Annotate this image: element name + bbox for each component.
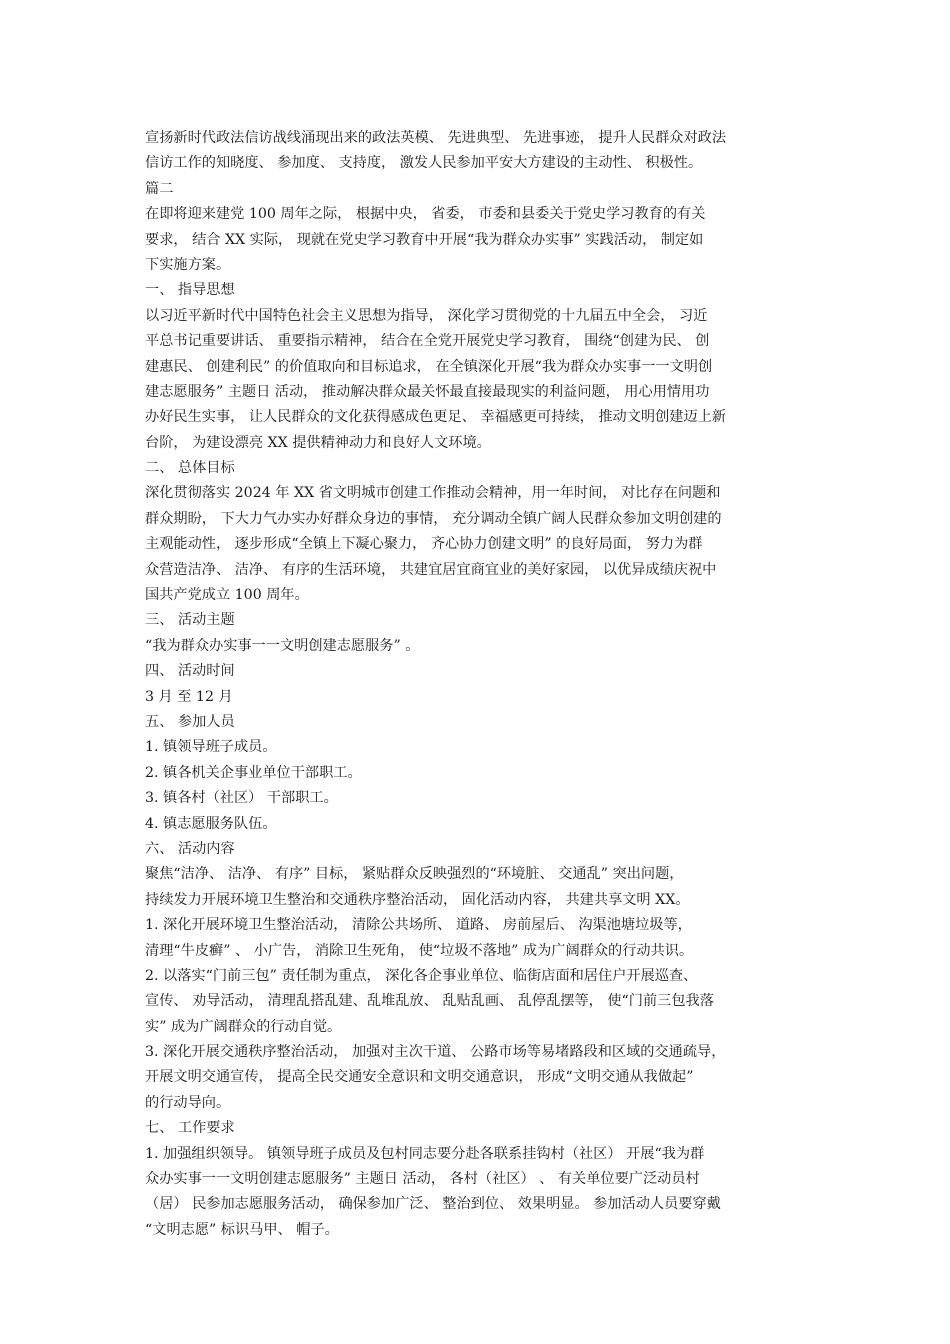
text-line: 篇二 <box>145 180 174 197</box>
text-line: 建惠民、 创建利民” 的价值取向和目标追求， 在全镇深化开展“我为群众办实事一一文明创 <box>145 358 713 375</box>
text-line: 三、 活动主题 <box>145 612 235 629</box>
text-line: “我为群众办实事一一文明创建志愿服务” 。 <box>145 637 420 654</box>
text-line: 一、 指导思想 <box>145 282 235 299</box>
text-line: 群众期盼， 下大力气办实办好群众身边的事情， 充分调动全镇广阔人民群众参加文明创建的 <box>145 510 722 527</box>
text-line: “文明志愿” 标识马甲、 帽子。 <box>145 1221 339 1238</box>
text-line: 建志愿服务” 主题日 活动， 推动解决群众最关怀最直接最现实的利益问题， 用心用情用功 <box>145 383 710 400</box>
text-line: 4. 镇志愿服务队伍。 <box>145 815 277 832</box>
document-body <box>145 126 815 1243</box>
text-line: 国共产党成立 100 周年。 <box>145 587 309 604</box>
text-line: 要求， 结合 XX 实际， 现就在党史学习教育中开展“我为群众办实事” 实践活动， 制定如 <box>145 231 704 248</box>
text-line: 持续发力开展环境卫生整治和交通秩序整治活动， 固化活动内容， 共建共享文明 XX。 <box>145 891 690 908</box>
text-line: 开展文明交通宣传， 提高全民交通安全意识和文明交通意识， 形成“文明交通从我做起” <box>145 1069 694 1086</box>
text-line: 众营造洁净、 洁净、 有序的生活环境， 共建宜居宜商宜业的美好家园， 以优异成绩庆祝中 <box>145 561 717 578</box>
text-line: 六、 活动内容 <box>145 840 235 857</box>
text-line: 平总书记重要讲话、 重要指示精神， 结合在全党开展党史学习教育， 围绕“创建为民、 创 <box>145 333 710 350</box>
text-line: 四、 活动时间 <box>145 663 235 680</box>
text-line: 五、 参加人员 <box>145 713 235 730</box>
text-line: 3 月 至 12 月 <box>145 688 233 705</box>
text-line: 七、 工作要求 <box>145 1120 235 1137</box>
text-line: 的行动导向。 <box>145 1094 231 1111</box>
text-line: 1. 加强组织领导。 镇领导班子成员及包村同志要分赴各联系挂钩村（社区） 开展“我为群 <box>145 1145 705 1162</box>
text-line: 办好民生实事， 让人民群众的文化获得感成色更足、 幸福感更可持续， 推动文明创建迈上新 <box>145 409 727 426</box>
text-line: 以习近平新时代中国特色社会主义思想为指导， 深化学习贯彻党的十九届五中全会， 习近 <box>145 307 708 324</box>
text-line: 1. 镇领导班子成员。 <box>145 739 277 756</box>
text-line: 2. 以落实“门前三包” 责任制为重点， 深化各企事业单位、临街店面和居住户开展巡查、 <box>145 967 698 984</box>
text-line: 聚焦“洁净、 洁净、 有序” 目标， 紧贴群众反映强烈的“环境脏、 交通乱” 突出问题， <box>145 866 684 883</box>
text-line: 在即将迎来建党 100 周年之际， 根据中央， 省委， 市委和县委关于党史学习教育的有关 <box>145 206 706 223</box>
text-line: 二、 总体目标 <box>145 460 235 477</box>
text-line: 1. 深化开展环境卫生整治活动， 清除公共场所、 道路、 房前屋后、 沟渠池塘垃圾等， <box>145 917 692 934</box>
text-line: 深化贯彻落实 2024 年 XX 省文明城市创建工作推动会精神，用一年时间， 对比存在问题和 <box>145 485 721 502</box>
text-line: 主观能动性， 逐步形成“全镇上下凝心聚力， 齐心协力创建文明” 的良好局面， 努力为群 <box>145 536 703 553</box>
text-line: 下实施方案。 <box>145 256 231 273</box>
text-line: 宣扬新时代政法信访战线涌现出来的政法英模、 先进典型、 先进事迹， 提升人民群众对政法 <box>145 130 727 146</box>
text-line: 台阶， 为建设漂亮 XX 提供精神动力和良好人文环境。 <box>145 434 491 451</box>
text-line: 宣传、 劝导活动， 清理乱搭乱建、乱堆乱放、 乱贴乱画、 乱停乱摆等， 使“门前三包我落 <box>145 993 714 1010</box>
text-line: 2. 镇各机关企事业单位干部职工。 <box>145 764 362 781</box>
text-line: 信访工作的知晓度、 参加度、 支持度， 激发人民参加平安大方建设的主动性、 积极性。 <box>145 155 703 172</box>
text-line: （居） 民参加志愿服务活动， 确保参加广泛、 整治到位、 效果明显。 参加活动人员要穿戴 <box>145 1196 721 1213</box>
text-line: 3. 深化开展交通秩序整治活动， 加强对主次干道、 公路市场等易堵路段和区域的交通疏导， <box>145 1044 726 1061</box>
text-line: 众办实事一一文明创建志愿服务” 主题日 活动， 各村（社区） 、 有关单位要广泛动员村 <box>145 1171 700 1188</box>
text-line: 3. 镇各村（社区） 干部职工。 <box>145 790 338 807</box>
text-line: 清理“牛皮癣” 、 小广告， 消除卫生死角， 使“垃圾不落地” 成为广阔群众的行动共识。 <box>145 942 694 959</box>
text-line: 实” 成为广阔群众的行动自觉。 <box>145 1018 342 1035</box>
